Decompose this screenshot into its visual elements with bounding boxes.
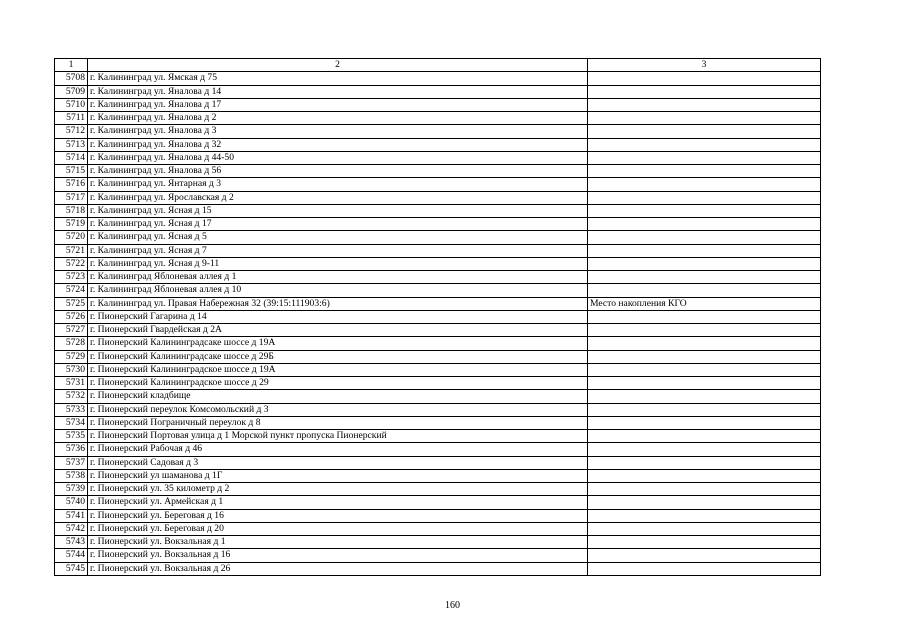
row-number-cell: 5726: [55, 310, 88, 323]
table-row: [55, 377, 821, 390]
address-cell: г. Калининград ул. Яналова д 56: [88, 165, 588, 178]
note-cell: [588, 284, 821, 297]
row-number-cell: 5730: [55, 363, 88, 376]
row-number-cell: 5725: [55, 297, 88, 310]
address-cell: г. Калининград ул. Ясная д 9-11: [88, 257, 588, 270]
note-cell: [588, 536, 821, 549]
note-cell: [588, 483, 821, 496]
row-number-cell: 5740: [55, 496, 88, 509]
note-cell: [588, 257, 821, 270]
address-cell: г. Пионерский кладбище: [88, 390, 588, 403]
address-cell: г. Пионерский ул. Вокзальная д 26: [88, 562, 588, 575]
note-cell: [588, 350, 821, 363]
row-number-cell: 5721: [55, 244, 88, 257]
address-cell: г. Калининград ул. Ясная д 5: [88, 231, 588, 244]
address-cell: г. Калининград ул. Ярославская д 2: [88, 191, 588, 204]
column-header-3: 3: [588, 59, 821, 72]
address-cell: г. Калининград ул. Ясная д 17: [88, 218, 588, 231]
row-number-cell: 5727: [55, 324, 88, 337]
table-row: [55, 416, 821, 429]
table-row: [55, 218, 821, 231]
address-cell: г. Калининград Яблоневая аллея д 1: [88, 271, 588, 284]
note-cell: [588, 204, 821, 217]
row-number-cell: 5741: [55, 509, 88, 522]
note-cell: [588, 125, 821, 138]
table-row: [55, 284, 821, 297]
table-row: [55, 165, 821, 178]
table-row: [55, 363, 821, 376]
row-number-cell: 5745: [55, 562, 88, 575]
table-row: [55, 549, 821, 562]
address-cell: г. Калининград ул. Яналова д 17: [88, 98, 588, 111]
note-cell: Место накопления КГО: [588, 297, 821, 310]
row-number-cell: 5720: [55, 231, 88, 244]
row-number-cell: 5737: [55, 456, 88, 469]
note-cell: [588, 231, 821, 244]
table-row: [55, 337, 821, 350]
note-cell: [588, 324, 821, 337]
address-cell: г. Калининград ул. Яналова д 32: [88, 138, 588, 151]
note-cell: [588, 85, 821, 98]
note-cell: [588, 403, 821, 416]
row-number-cell: 5743: [55, 536, 88, 549]
address-cell: г. Пионерский Гвардейская д 2А: [88, 324, 588, 337]
address-cell: г. Калининград ул. Яналова д 3: [88, 125, 588, 138]
note-cell: [588, 112, 821, 125]
address-cell: г. Калининград ул. Ямская д 75: [88, 72, 588, 85]
note-cell: [588, 165, 821, 178]
table-row: [55, 204, 821, 217]
address-cell: г. Пионерский Гагарина д 14: [88, 310, 588, 323]
table-row: [55, 443, 821, 456]
table-header-row: [55, 59, 821, 72]
table-row: [55, 85, 821, 98]
address-cell: г. Калининград ул. Яналова д 14: [88, 85, 588, 98]
row-number-cell: 5742: [55, 522, 88, 535]
address-cell: г. Пионерский Калининградсаке шоссе д 29Б: [88, 350, 588, 363]
table-row: [55, 390, 821, 403]
note-cell: [588, 430, 821, 443]
row-number-cell: 5711: [55, 112, 88, 125]
address-cell: г. Пионерский ул. 35 километр д 2: [88, 483, 588, 496]
address-cell: г. Пионерский Калининградское шоссе д 19А: [88, 363, 588, 376]
row-number-cell: 5731: [55, 377, 88, 390]
address-cell: г. Пионерский ул. Вокзальная д 16: [88, 549, 588, 562]
table-row: [55, 456, 821, 469]
table-row: [55, 403, 821, 416]
address-cell: г. Калининград ул. Яналова д 44-50: [88, 151, 588, 164]
row-number-cell: 5713: [55, 138, 88, 151]
address-cell: г. Калининград ул. Янтарная д 3: [88, 178, 588, 191]
note-cell: [588, 337, 821, 350]
row-number-cell: 5744: [55, 549, 88, 562]
table-row: [55, 231, 821, 244]
note-cell: [588, 138, 821, 151]
row-number-cell: 5733: [55, 403, 88, 416]
table-row: [55, 244, 821, 257]
row-number-cell: 5736: [55, 443, 88, 456]
row-number-cell: 5709: [55, 85, 88, 98]
address-cell: г. Калининград Яблоневая аллея д 10: [88, 284, 588, 297]
note-cell: [588, 191, 821, 204]
row-number-cell: 5722: [55, 257, 88, 270]
row-number-cell: 5719: [55, 218, 88, 231]
table-row: [55, 138, 821, 151]
row-number-cell: 5715: [55, 165, 88, 178]
address-cell: г. Пионерский ул. Береговая д 20: [88, 522, 588, 535]
table-body: [55, 59, 821, 576]
row-number-cell: 5723: [55, 271, 88, 284]
address-cell: г. Пионерский Рабочая д 46: [88, 443, 588, 456]
address-cell: г. Пионерский Пограничный переулок д 8: [88, 416, 588, 429]
note-cell: [588, 363, 821, 376]
row-number-cell: 5732: [55, 390, 88, 403]
table-row: [55, 469, 821, 482]
table-row: [55, 112, 821, 125]
address-cell: г. Пионерский Портовая улица д 1 Морской пункт пропуска Пионерский: [88, 430, 588, 443]
note-cell: [588, 98, 821, 111]
note-cell: [588, 496, 821, 509]
address-cell: г. Пионерский Садовая д 3: [88, 456, 588, 469]
note-cell: [588, 377, 821, 390]
address-cell: г. Пионерский ул шаманова д 1Г: [88, 469, 588, 482]
column-header-1: 1: [55, 59, 88, 72]
row-number-cell: 5729: [55, 350, 88, 363]
table-row: [55, 509, 821, 522]
table-row: [55, 522, 821, 535]
row-number-cell: 5739: [55, 483, 88, 496]
table-row: [55, 151, 821, 164]
table-row: [55, 324, 821, 337]
table-row: [55, 257, 821, 270]
note-cell: [588, 310, 821, 323]
row-number-cell: 5724: [55, 284, 88, 297]
column-header-2: 2: [88, 59, 588, 72]
table-row: [55, 536, 821, 549]
address-cell: г. Калининград ул. Ясная д 7: [88, 244, 588, 257]
note-cell: [588, 509, 821, 522]
note-cell: [588, 456, 821, 469]
address-cell: г. Пионерский ул. Береговая д 16: [88, 509, 588, 522]
row-number-cell: 5708: [55, 72, 88, 85]
table-row: [55, 496, 821, 509]
address-cell: г. Пионерский ул. Вокзальная д 1: [88, 536, 588, 549]
table-row: [55, 350, 821, 363]
row-number-cell: 5728: [55, 337, 88, 350]
note-cell: [588, 178, 821, 191]
note-cell: [588, 469, 821, 482]
row-number-cell: 5712: [55, 125, 88, 138]
note-cell: [588, 218, 821, 231]
address-cell: г. Пионерский Калининградское шоссе д 29: [88, 377, 588, 390]
note-cell: [588, 390, 821, 403]
address-cell: г. Калининград ул. Правая Набережная 32 (39:15:111903:6): [88, 297, 588, 310]
note-cell: [588, 271, 821, 284]
table-row: [55, 178, 821, 191]
table-row: [55, 191, 821, 204]
table-row: [55, 310, 821, 323]
address-cell: г. Пионерский переулок Комсомольский д 3: [88, 403, 588, 416]
note-cell: [588, 72, 821, 85]
note-cell: [588, 522, 821, 535]
table-row: [55, 562, 821, 575]
table-row: [55, 125, 821, 138]
row-number-cell: 5735: [55, 430, 88, 443]
table-row: [55, 483, 821, 496]
address-cell: г. Калининград ул. Ясная д 15: [88, 204, 588, 217]
table-row: [55, 297, 821, 310]
row-number-cell: 5734: [55, 416, 88, 429]
row-number-cell: 5716: [55, 178, 88, 191]
table-row: [55, 72, 821, 85]
row-number-cell: 5717: [55, 191, 88, 204]
row-number-cell: 5718: [55, 204, 88, 217]
address-cell: г. Пионерский ул. Армейская д 1: [88, 496, 588, 509]
registry-table: [54, 58, 821, 576]
row-number-cell: 5710: [55, 98, 88, 111]
table-row: [55, 271, 821, 284]
row-number-cell: 5714: [55, 151, 88, 164]
note-cell: [588, 562, 821, 575]
note-cell: [588, 443, 821, 456]
address-cell: г. Калининград ул. Яналова д 2: [88, 112, 588, 125]
note-cell: [588, 244, 821, 257]
row-number-cell: 5738: [55, 469, 88, 482]
table-row: [55, 430, 821, 443]
page-number: 160: [445, 600, 460, 611]
table-row: [55, 98, 821, 111]
note-cell: [588, 549, 821, 562]
note-cell: [588, 416, 821, 429]
address-cell: г. Пионерский Калининградсаке шоссе д 19А: [88, 337, 588, 350]
note-cell: [588, 151, 821, 164]
